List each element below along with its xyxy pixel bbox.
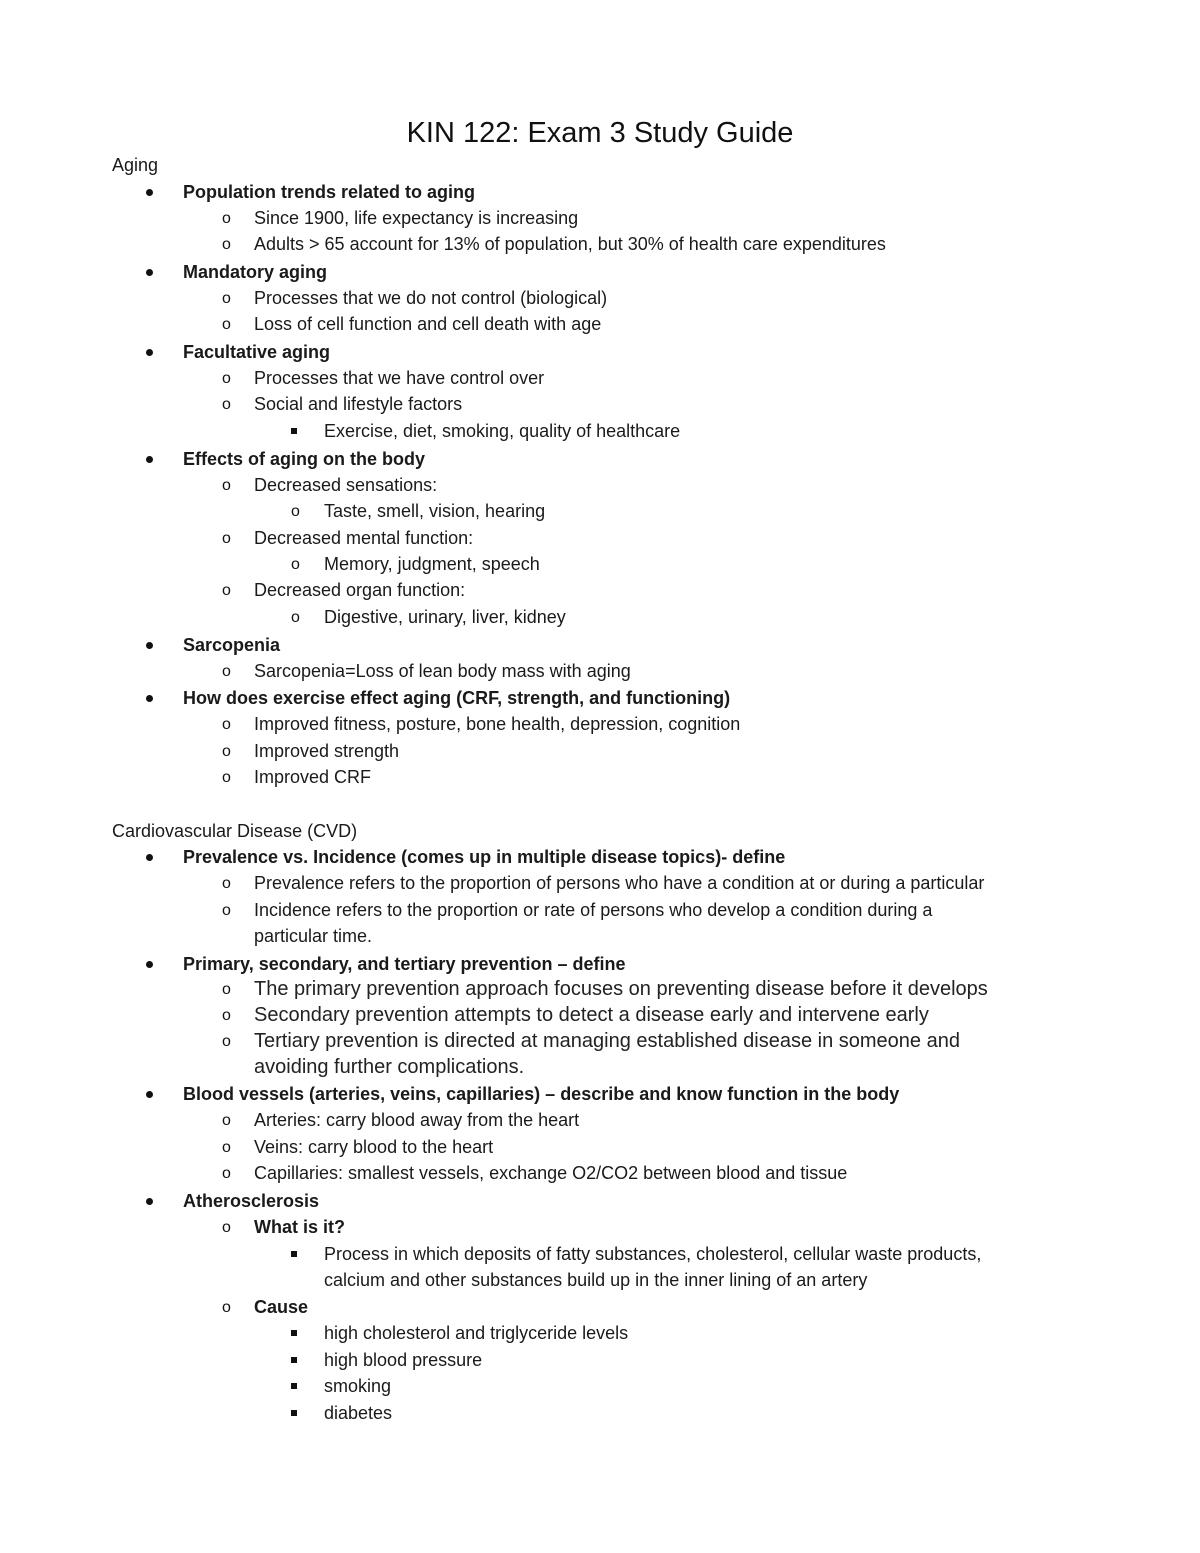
bullet-marker bbox=[146, 961, 153, 968]
list-marker: o bbox=[291, 556, 300, 573]
list-item: Loss of cell function and cell death with age bbox=[254, 314, 602, 334]
topic-atherosclerosis: Atherosclerosis bbox=[183, 1191, 320, 1211]
list-item: Adults > 65 account for 13% of population, but 30% of health care expenditures bbox=[254, 234, 886, 254]
list-item: Digestive, urinary, liver, kidney bbox=[324, 607, 566, 627]
bullet-marker bbox=[146, 189, 153, 196]
list-marker: o bbox=[222, 290, 231, 307]
topic-effects-of-aging: Effects of aging on the body bbox=[183, 449, 425, 469]
list-item: The primary prevention approach focuses on preventing disease before it develops bbox=[254, 978, 988, 1000]
topic-facultative-aging: Facultative aging bbox=[183, 342, 331, 362]
bullet-marker bbox=[146, 1091, 153, 1098]
topic-population-trends: Population trends related to aging bbox=[183, 182, 476, 202]
list-marker: o bbox=[222, 1139, 231, 1156]
list-item: Social and lifestyle factors bbox=[254, 394, 463, 414]
bullet-marker bbox=[146, 695, 153, 702]
list-marker: o bbox=[222, 236, 231, 253]
list-item: high blood pressure bbox=[324, 1350, 483, 1370]
list-item: Incidence refers to the proportion or rate of persons who develop a condition during a bbox=[254, 900, 933, 920]
list-item: Improved CRF bbox=[254, 767, 372, 787]
square-marker bbox=[291, 1383, 297, 1389]
topic-mandatory-aging: Mandatory aging bbox=[183, 262, 328, 282]
list-item: Decreased mental function: bbox=[254, 528, 474, 548]
list-item: Improved strength bbox=[254, 741, 400, 761]
list-marker: o bbox=[222, 1112, 231, 1129]
list-marker: o bbox=[222, 1165, 231, 1182]
list-marker: o bbox=[222, 663, 231, 680]
list-marker: o bbox=[291, 503, 300, 520]
bullet-marker bbox=[146, 854, 153, 861]
square-marker bbox=[291, 1410, 297, 1416]
list-marker: o bbox=[291, 609, 300, 626]
bullet-marker bbox=[146, 1198, 153, 1205]
topic-prevention: Primary, secondary, and tertiary prevention – define bbox=[183, 954, 626, 974]
list-item: Processes that we do not control (biological) bbox=[254, 288, 608, 308]
list-marker: o bbox=[222, 530, 231, 547]
list-item: Since 1900, life expectancy is increasing bbox=[254, 208, 579, 228]
list-item: Capillaries: smallest vessels, exchange O2/CO2 between blood and tissue bbox=[254, 1163, 848, 1183]
list-marker: o bbox=[222, 396, 231, 413]
section-heading-aging: Aging bbox=[112, 155, 159, 175]
list-item: Secondary prevention attempts to detect a disease early and intervene early bbox=[254, 1004, 929, 1026]
list-marker: o bbox=[222, 769, 231, 786]
list-item: Sarcopenia=Loss of lean body mass with aging bbox=[254, 661, 631, 681]
bullet-marker bbox=[146, 349, 153, 356]
bullet-marker bbox=[146, 456, 153, 463]
list-item: high cholesterol and triglyceride levels bbox=[324, 1323, 629, 1343]
list-marker: o bbox=[222, 1033, 231, 1050]
square-marker bbox=[291, 428, 297, 434]
topic-prevalence-incidence: Prevalence vs. Incidence (comes up in multiple disease topics)- define bbox=[183, 847, 786, 867]
list-item: Arteries: carry blood away from the heart bbox=[254, 1110, 580, 1130]
list-marker: o bbox=[222, 477, 231, 494]
list-item: Improved fitness, posture, bone health, depression, cognition bbox=[254, 714, 741, 734]
list-item: Tertiary prevention is directed at managing established disease in someone and bbox=[254, 1030, 960, 1052]
list-marker: o bbox=[222, 1007, 231, 1024]
subtopic-what-is-it: What is it? bbox=[254, 1217, 345, 1237]
list-marker: o bbox=[222, 370, 231, 387]
list-marker: o bbox=[222, 582, 231, 599]
list-marker: o bbox=[222, 1299, 231, 1316]
list-item-continuation: particular time. bbox=[254, 926, 373, 946]
list-item: Taste, smell, vision, hearing bbox=[324, 501, 546, 521]
page-title: KIN 122: Exam 3 Study Guide bbox=[406, 117, 794, 149]
list-item-continuation: calcium and other substances build up in the inner lining of an artery bbox=[324, 1270, 868, 1290]
list-marker: o bbox=[222, 1219, 231, 1236]
bullet-marker bbox=[146, 269, 153, 276]
bullet-marker bbox=[146, 642, 153, 649]
list-item: Veins: carry blood to the heart bbox=[254, 1137, 494, 1157]
list-item: Prevalence refers to the proportion of persons who have a condition at or during a particular bbox=[254, 873, 985, 893]
square-marker bbox=[291, 1330, 297, 1336]
square-marker bbox=[291, 1251, 297, 1257]
list-marker: o bbox=[222, 716, 231, 733]
list-marker: o bbox=[222, 902, 231, 919]
list-item-continuation: avoiding further complications. bbox=[254, 1056, 525, 1078]
list-item: Decreased sensations: bbox=[254, 475, 438, 495]
list-item: Processes that we have control over bbox=[254, 368, 545, 388]
topic-exercise-effect: How does exercise effect aging (CRF, strength, and functioning) bbox=[183, 688, 731, 708]
list-marker: o bbox=[222, 210, 231, 227]
list-item: Decreased organ function: bbox=[254, 580, 466, 600]
list-item: smoking bbox=[324, 1376, 392, 1396]
list-item: Exercise, diet, smoking, quality of healthcare bbox=[324, 421, 681, 441]
list-marker: o bbox=[222, 875, 231, 892]
list-marker: o bbox=[222, 743, 231, 760]
list-item: diabetes bbox=[324, 1403, 393, 1423]
subtopic-cause: Cause bbox=[254, 1297, 309, 1317]
list-item: Process in which deposits of fatty substances, cholesterol, cellular waste products, bbox=[324, 1244, 982, 1264]
list-marker: o bbox=[222, 316, 231, 333]
square-marker bbox=[291, 1357, 297, 1363]
list-marker: o bbox=[222, 981, 231, 998]
topic-blood-vessels: Blood vessels (arteries, veins, capillaries) – describe and know function in the body bbox=[183, 1084, 900, 1104]
list-item: Memory, judgment, speech bbox=[324, 554, 540, 574]
topic-sarcopenia: Sarcopenia bbox=[183, 635, 281, 655]
section-heading-cvd: Cardiovascular Disease (CVD) bbox=[112, 821, 358, 841]
